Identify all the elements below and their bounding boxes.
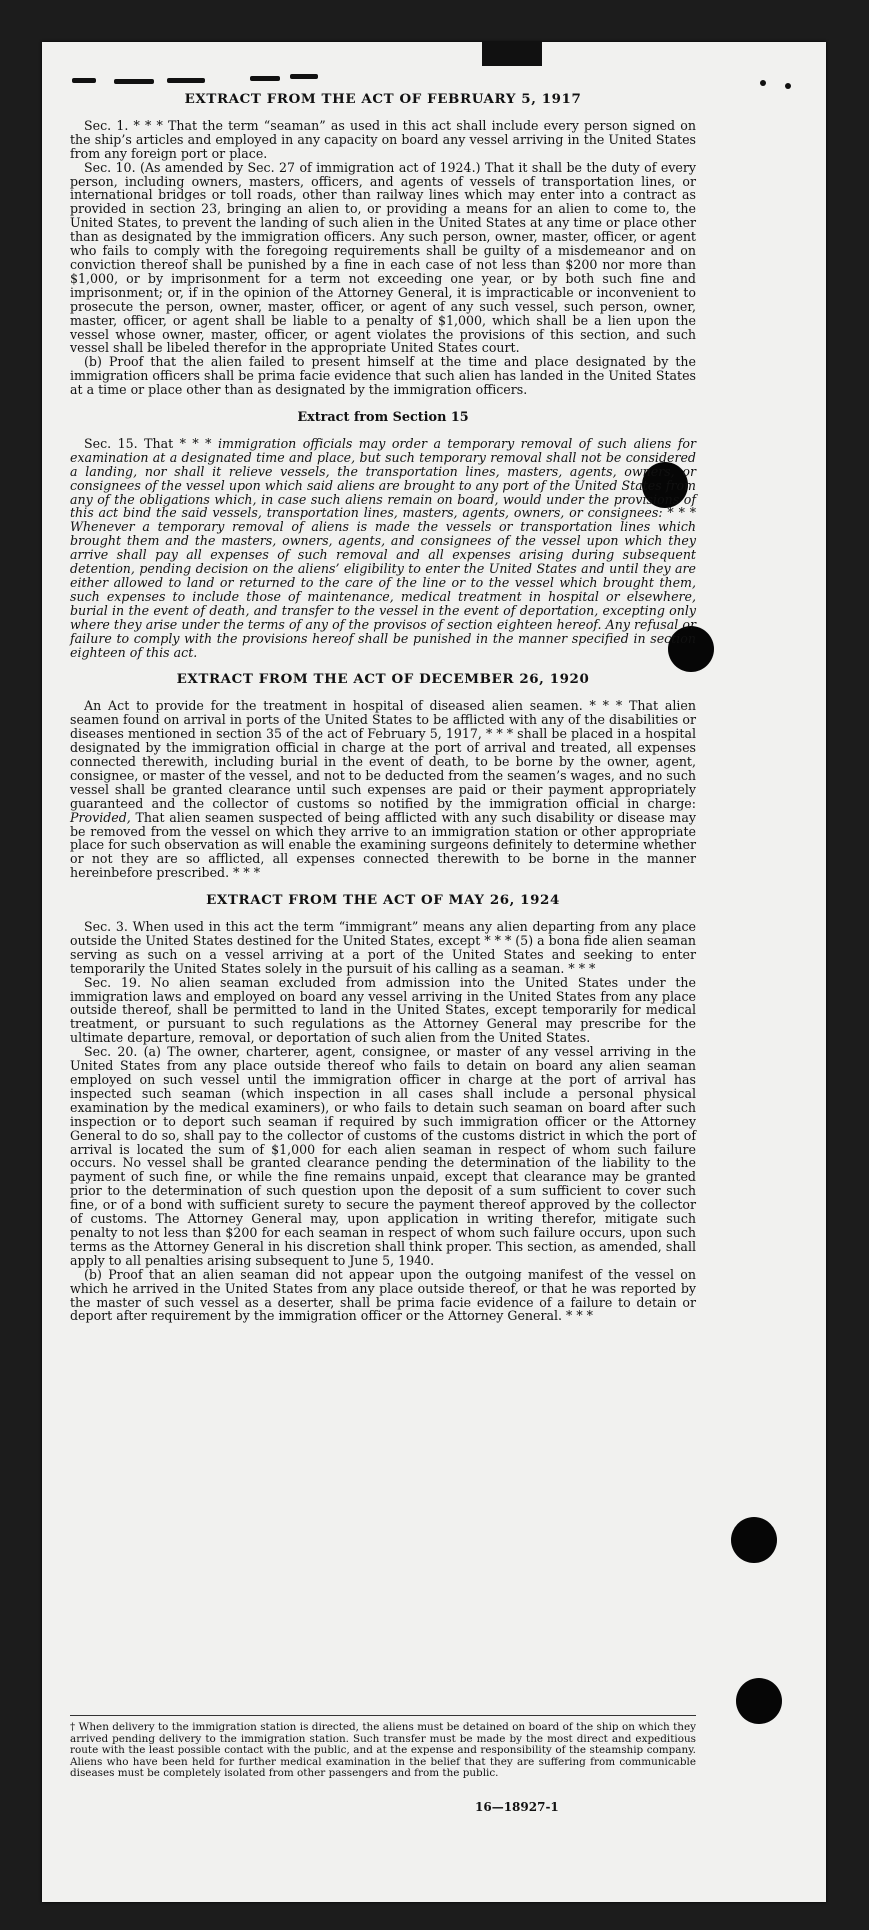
paragraph	[70, 699, 696, 880]
punch-hole	[736, 1678, 782, 1724]
italic-text: Provided,	[70, 809, 131, 825]
paragraph: (b) Proof that an alien seaman did not appear upon the outgoing manifest of the vessel on which he arrived in the United States from any place outside thereof, or that he was reported by the master of such vessel as a deserter, shall be prima facie evidence of a failure to detain or deport after requirement by the immigration officer or the Attorney General. * * *	[70, 1266, 696, 1324]
paragraph: (b) Proof that the alien failed to present himself at the time and place designated by the immigration officers shall be prima facie evidence that such alien has landed in the United States at a time or place other than as designated by the immigration officers.	[70, 354, 696, 398]
scan-mark	[72, 78, 96, 83]
section-heading: EXTRACT FROM THE ACT OF FEBRUARY 5, 1917	[184, 91, 582, 107]
paragraph-text: That alien seamen suspected of being afflicted with any such disability or disease may be removed from the vessel on which they arrive to an immigration station or other appropriate place for such observation as will enable the examining surgeons definitely to determine whether or not they are so afflicted, all expenses connected therewith to be borne in the manner hereinbefore prescribed. * * *	[70, 809, 696, 881]
scan-mark	[760, 80, 766, 86]
scan-mark	[167, 78, 205, 83]
footnote: † When delivery to the immigration station is directed, the aliens must be detained on board of the ship on which they arrived pending delivery to the immigration station. Such transfer must be made by the most direct and expeditious route with the least possible contact with the public, and at the expense and responsibility of the steamship company. Aliens who have been held for further medical examination in the belief that they are suffering from communicable diseases must be completely isolated from other passengers and from the public.	[70, 1715, 696, 1780]
scan-mark	[482, 42, 542, 66]
document-body	[70, 93, 696, 1323]
paragraph: Sec. 10. (As amended by Sec. 27 of immigration act of 1924.) That it shall be the duty of every person, including owners, masters, officers, and agents of vessels of transportation lines, or international bridges or toll roads, other than railway lines which may enter into a contract as provided in section 23, bringing an alien to, or providing a means for an alien to come to, the United States, to prevent the landing of such alien in the United States at any time or place other than as designated by the immigration officers. Any such person, owner, master, officer, or agent who fails to comply with the foregoing requirements shall be guilty of a misdemeanor and on conviction thereof shall be punished by a fine in each case of not less than $200 nor more than $1,000, or by imprisonment for a term not exceeding one year, or by both such fine and imprisonment; or, if in the opinion of the Attorney General, it is impracticable or inconvenient to prosecute the person, owner, master, officer, or agent of any such vessel, such person, owner, master, officer, or agent shall be liable to a penalty of $1,000, which shall be a lien upon the vessel whose owner, master, officer, or agent violates the provisions of this section, and such vessel shall be libeled therefor in the appropriate United States court.	[70, 159, 696, 356]
paragraph-text: An Act to provide for the treatment in hospital of diseased alien seamen. * * * That alien seamen found on arrival in ports of the United States to be afflicted with any of the disabilities or diseases mentioned in section 35 of the act of February 5, 1917, * * * shall be placed in a hospital designated by the immigration official in charge at the port of arrival and treated, all expenses connected therewith, including burial in the event of death, to be borne by the owner, agent, consignee, or master of the vessel, and not to be deducted from the seamen’s wages, and no such vessel shall be granted clearance until such expenses are paid or their payment appropriately guaranteed and the collector of customs so notified by the immigration official in charge:	[70, 698, 696, 811]
paragraph: Sec. 1. * * * That the term “seaman” as used in this act shall include every person signed on the ship’s articles and employed in any capacity on board any vessel arriving in the United States from any foreign port or place.	[70, 117, 696, 161]
punch-hole	[731, 1517, 777, 1563]
paragraph: Sec. 20. (a) The owner, charterer, agent, consignee, or master of any vessel arriving in the United States from any place outside thereof who fails to detain on board any alien seaman employed on such vessel until the immigration officer in charge at the port of arrival has inspected such seaman (which inspection in all cases shall include a personal physical examination by the medical examiners), or who fails to detain such seaman on board after such inspection or to deport such seaman if required by such immigration officer or the Attorney General to do so, shall pay to the collector of customs of the customs district in which the port of arrival is located the sum of $1,000 for each alien seaman in respect of whom such failure occurs. No vessel shall be granted clearance pending the determination of the liability to the payment of such fine, or while the fine remains unpaid, except that clearance may be granted prior to the determination of such question upon the deposit of a sum sufficient to cover such fine, or of a bond with sufficient surety to secure the payment thereof approved by the collector of customs. The Attorney General may, upon application in writing therefor, mitigate such penalty to not less than $200 for each seaman in respect of whom such failure occurs, upon such terms as the Attorney General in his discretion shall think proper. This section, as amended, shall apply to all penalties arising subsequent to June 5, 1940.	[70, 1044, 696, 1268]
scan-mark	[785, 83, 791, 89]
subsection-heading: Extract from Section 15	[297, 410, 469, 426]
italic-text: immigration officials may order a temporary removal of such aliens for examination at a designated time and place, but such temporary removal shall not be considered a landing, nor shall it relieve vessels, the transportation lines, masters, agents, owners, or consignees of the vessel upon which said aliens are brought to any port of the United States from any of the obligations which, in case such aliens remain on board, would under the provisions of this act bind the said vessels, transportation lines, masters, agents, owners, or consignees: * * * Whenever a temporary removal of aliens is made the vessels or transportation lines which brought them and the masters, owners, agents, and consignees of the vessel upon which they arrive shall pay all expenses of such removal and all expenses arising during subsequent detention, pending decision on the aliens’ eligibility to enter the United States and until they are either allowed to land or returned to the care of the line or to the vessel which brought them, such expenses to include those of maintenance, medical treatment in hospital or elsewhere, burial in the event of death, and transfer to the vessel in the event of deportation, excepting only where they arise under the terms of any of the provisos of section eighteen hereof. Any refusal or failure to comply with the provisions hereof shall be punished in the manner specified in section eighteen of this act.	[70, 435, 697, 660]
form-number: 16—18927-1	[475, 1800, 559, 1814]
paragraph	[70, 437, 696, 660]
section-heading: EXTRACT FROM THE ACT OF MAY 26, 1924	[206, 892, 560, 909]
paragraph: Sec. 3. When used in this act the term “immigrant” means any alien departing from any place outside the United States destined for the United States, except * * * (5) a bona fide alien seaman serving as such on a vessel arriving at a port of the United States and seeking to enter temporarily the United States solely in the pursuit of his calling as a seaman. * * *	[70, 919, 696, 976]
paragraph: Sec. 19. No alien seaman excluded from admission into the United States under the immigration laws and employed on board any vessel arriving in the United States from any place outside thereof, shall be permitted to land in the United States, except temporarily for medical treatment, or pursuant to such regulations as the Attorney General may prescribe for the ultimate departure, removal, or deportation of such alien from the United States.	[70, 974, 696, 1046]
scan-mark	[290, 74, 318, 79]
scan-mark	[250, 76, 280, 81]
scan-mark	[114, 79, 154, 84]
section-heading: EXTRACT FROM THE ACT OF DECEMBER 26, 1920	[176, 671, 590, 688]
paragraph-lead: Sec. 15. That * * *	[84, 435, 218, 451]
